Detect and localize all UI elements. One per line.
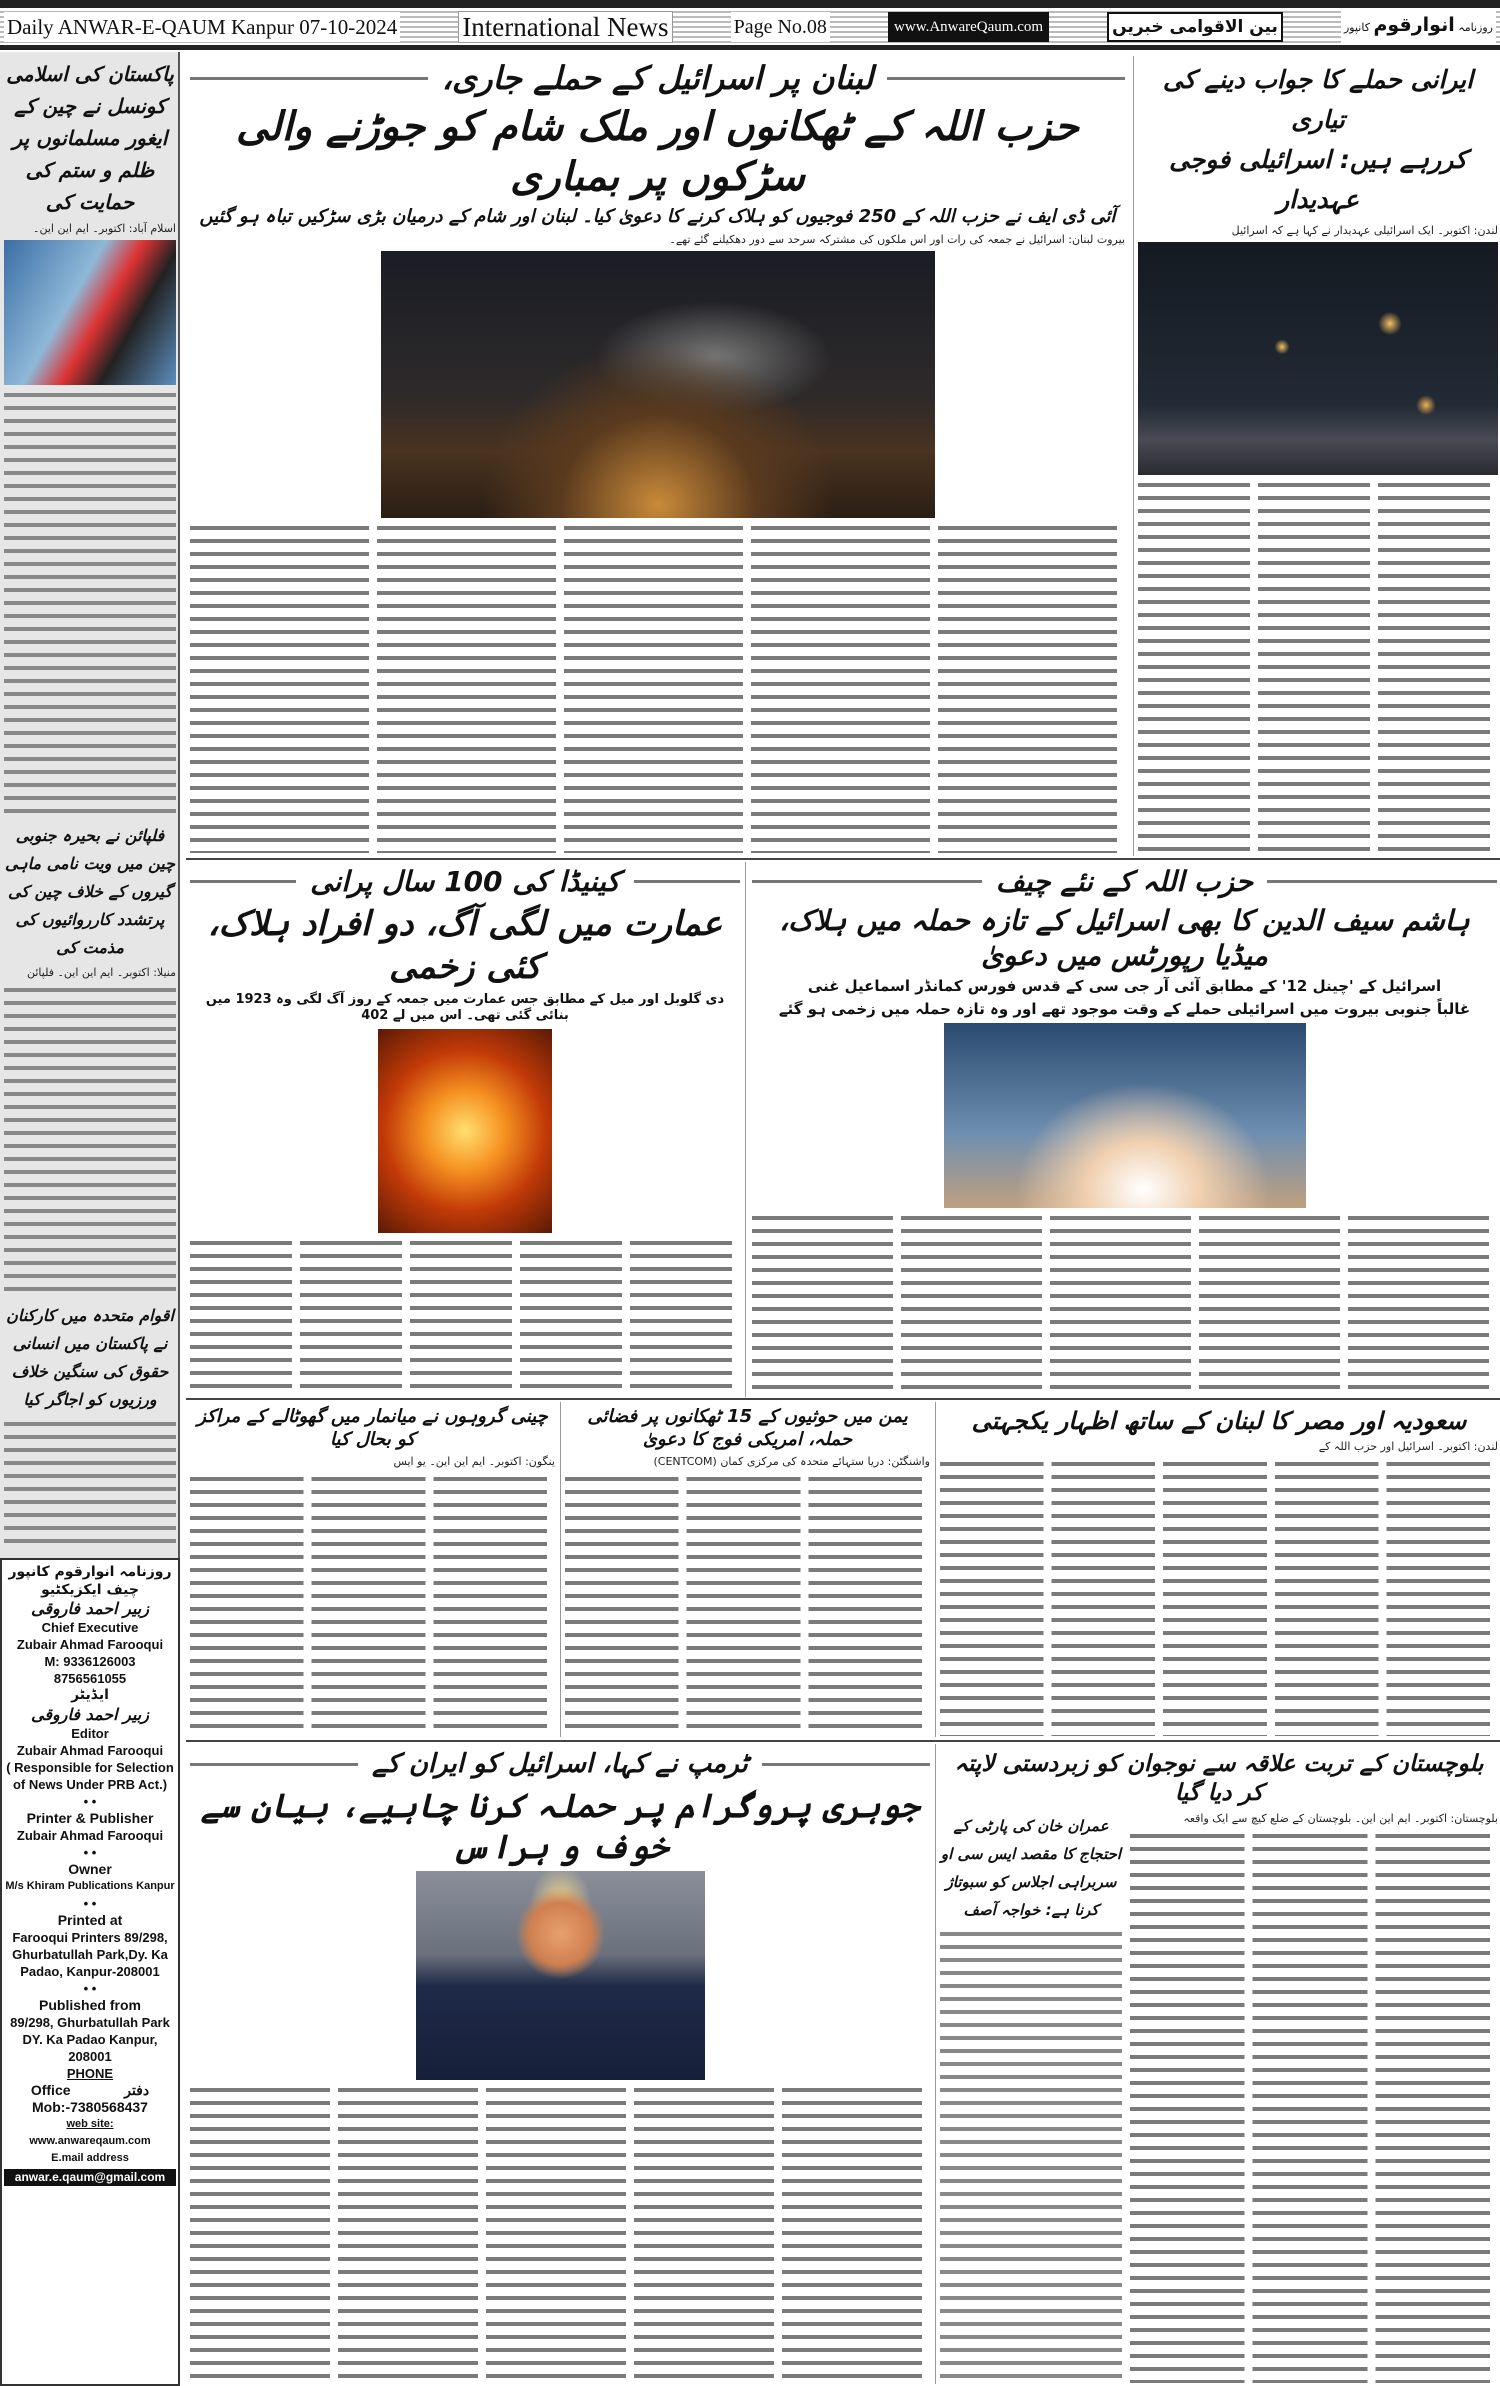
balochistan-headline: بلوچستان کے تربت علاقہ سے نوجوان کو زبردستی لاپتہ کر دیا گیا (954, 1751, 1484, 1806)
hezbollah-chief-subhead-1: اسرائیل کے 'چینل 12' کے مطابق آئی آر جی سی کے قدس فورس کمانڈر اسماعیل غنی (807, 977, 1442, 995)
imprint-email-title: E.mail address (51, 2151, 129, 2164)
imran-body (940, 1928, 1122, 2384)
china-myanmar-headline: چینی گروہوں نے میانمار میں گھوٹالے کے مراکز کو بحال کیا (197, 1406, 548, 1450)
iran-body (1138, 479, 1498, 855)
balochistan-story (940, 1750, 1498, 2383)
sidebar-uyghur-body (4, 389, 176, 813)
yemen-headline: یمن میں حوثیوں کے 15 ٹھکانوں پر فضائی حملہ، امریکی فوج کا دعویٰ (587, 1406, 908, 1450)
imran-headline: عمران خان کی پارٹی کے احتجاج کا مقصد ایس سی او سربراہی اجلاس کو سبوتاژ کرنا ہے: خواجہ آصف (940, 1816, 1122, 1919)
iran-headline-line2: کررہے ہیں: اسرائیلی فوجی عہدیدار (1169, 145, 1467, 214)
lebanon-kicker (190, 58, 1125, 98)
imprint-ce-name-urdu: زبیر احمد فاروقی (31, 1599, 149, 1618)
imprint-website[interactable]: www.anwareqaum.com (29, 2134, 151, 2147)
hezbollah-chief-body (752, 1212, 1497, 1393)
canada-subhead: دی گلوبل اور میل کے مطابق جس عمارت میں جمعہ کے روز آگ لگی وہ 1923 میں بنائی گئی تھی۔ اس میں لے 402 (205, 992, 725, 1024)
imprint-ce-name: Zubair Ahmad Farooqui (16, 1637, 164, 1652)
saudi-egypt-body (940, 1458, 1498, 1736)
missile-launch-photo (944, 1023, 1306, 1208)
imprint-editor-urdu: ایڈیٹر (71, 1687, 109, 1703)
iran-headline-line1: ایرانی حملے کا جواب دینے کی تیاری (1162, 65, 1474, 134)
separator-dots: • • (83, 1844, 97, 1860)
hezbollah-chief-kicker (752, 864, 1497, 899)
imprint-ce-urdu: چیف ایکزیکٹیو (41, 1581, 139, 1598)
lebanon-story (190, 58, 1125, 853)
imprint-editor-note: ( Responsible for Selection of News Under PRB Act.) (6, 1759, 174, 1792)
china-myanmar-story (190, 1406, 555, 1736)
sidebar-uyghur-story (4, 58, 176, 813)
imprint-editor-name: Zubair Ahmad Farooqui (16, 1742, 164, 1758)
imprint-printer-name: Zubair Ahmad Farooqui (16, 1827, 164, 1843)
hezbollah-chief-story (752, 864, 1497, 1392)
saudi-egypt-headline: سعودیہ اور مصر کا لبنان کے ساتھ اظہار یکجہتی (971, 1407, 1467, 1435)
sidebar-un-story (4, 1302, 176, 1550)
balochistan-body (1130, 1830, 1498, 2384)
imprint-box (0, 1558, 180, 2386)
section-divider (186, 1740, 1500, 1742)
imprint-ce-title: Chief Executive (41, 1620, 139, 1635)
masthead-city: کانپور (1343, 21, 1370, 34)
trump-kicker-text: ٹرمپ نے کہا، اسرائیل کو ایران کے (372, 1749, 748, 1779)
sidebar-un-headline: اقوام متحدہ میں کارکنان نے پاکستان میں انسانی حقوق کی سنگین خلاف ورزیوں کو اجاگر کیا (6, 1306, 174, 1409)
column-divider (745, 862, 746, 1397)
hezbollah-chief-subhead-2: غالباً جنوبی بیروت میں اسرائیلی حملے کے وقت موجود تھے اور وہ تازہ حملہ میں زخمی ہو گئے (778, 999, 1471, 1018)
imprint-owner-title: Owner (68, 1860, 112, 1877)
building-fire-photo (378, 1029, 552, 1233)
imprint-masthead: روزنامہ انوارقوم کانپور (8, 1564, 172, 1580)
imprint-printer-title: Printer & Publisher (26, 1809, 154, 1826)
imprint-editor-title: Editor (71, 1725, 109, 1741)
canada-kicker-text: کینیڈا کی 100 سال پرانی (310, 865, 620, 898)
imprint-phone-title: PHONE (66, 2065, 114, 2081)
masthead-name: انوارقوم (1373, 14, 1455, 36)
lebanon-body (190, 522, 1125, 854)
page-header (0, 0, 1500, 50)
imprint-published-address: 89/298, Ghurbatullah Park DY. Ka Padao Kanpur, 208001 (10, 2014, 170, 2064)
urdu-section-title: بین الاقوامی خبریں (1107, 12, 1283, 42)
column-divider (935, 1744, 936, 2384)
column-divider (1133, 56, 1134, 856)
imprint-office-row (4, 2082, 176, 2099)
separator-dots: • • (83, 1895, 97, 1911)
canada-body (190, 1237, 740, 1393)
hezbollah-chief-headline: ہاشم سیف الدین کا بھی اسرائیل کے تازہ حملہ میں ہلاک، میڈیا رپورٹس میں دعویٰ (779, 904, 1470, 972)
section-divider (186, 858, 1500, 860)
iran-story (1138, 60, 1498, 855)
lebanon-kicker-text: لبنان پر اسرائیل کے حملے جاری، (441, 59, 874, 97)
trump-story (190, 1748, 930, 2383)
canada-story (190, 864, 740, 1392)
column-divider (560, 1402, 561, 1737)
saudi-egypt-story (940, 1406, 1498, 1736)
sidebar-un-body (4, 1418, 176, 1550)
lebanon-subhead: آئی ڈی ایف نے حزب اللہ کے 250 فوجیوں کو ہلاک کرنے کا دعویٰ کیا۔ لبنان اور شام کے درمیان بڑی سڑکیں تباہ ہو گئیں (199, 206, 1116, 227)
separator-dots: • • (83, 1980, 97, 1996)
trump-headline: جوہری پروگرام پر حملہ کرنا چاہیے، بیان سے خوف و ہراس (200, 1785, 920, 1866)
imprint-printed-address: Farooqui Printers 89/298, Ghurbatullah Park,Dy. Ka Padao, Kanpur-208001 (12, 1929, 168, 1979)
beirut-night-photo (381, 251, 935, 518)
imprint-office-urdu: دفتر (124, 2081, 150, 2098)
imprint-office-mobile: Mob:-7380568437 (32, 2098, 148, 2115)
masthead-logo (1341, 10, 1496, 43)
iran-lead: لندن: اکتوبر۔ ایک اسرائیلی عہدیدار نے کہا ہے کہ اسرائیل (1231, 224, 1498, 237)
canada-kicker (190, 864, 740, 899)
section-divider (186, 1398, 1500, 1400)
trump-photo (416, 1871, 705, 2080)
lebanon-headline: حزب اللہ کے ٹھکانوں اور ملک شام کو جوڑنے والی سڑکوں پر بمباری (236, 104, 1079, 200)
yemen-lead: واشنگٹن: دریا ستہائے متحدہ کی مرکزی کمان (CENTCOM) (653, 1455, 930, 1468)
imprint-owner-name: M/s Khiram Publications Kanpur (5, 1879, 175, 1892)
sidebar-philippines-body (4, 984, 176, 1292)
sidebar-philippines-headline: فلپائن نے بحیرہ جنوبی چین میں ویت نامی ماہی گیروں کے خلاف چین کی پرتشدد کارروائیوں کی مذمت کی (4, 826, 176, 957)
china-myanmar-lead: ینگون: اکتوبر۔ ایم این این۔ یو ایس (393, 1455, 555, 1468)
imprint-mobile: M: 9336126003 (44, 1654, 136, 1669)
imprint-printed-title: Printed at (57, 1911, 123, 1928)
hezbollah-chief-kicker-text: حزب اللہ کے نئے چیف (995, 865, 1254, 898)
lebanon-lead: بیروت لبنان: اسرائیل نے جمعہ کی رات اور اس ملکوں کی مشترکہ سرحد سے دور دھکیلنے گئے تھے۔ (669, 232, 1125, 246)
balochistan-columns (940, 1812, 1498, 2384)
sidebar-uyghur-headline: پاکستان کی اسلامی کونسل نے چین کے ایغور مسلمانوں پر ظلم و ستم کی حمایت کی (6, 62, 174, 214)
canada-headline: عمارت میں لگی آگ، دو افراد ہلاک، کئی زخمی (207, 904, 723, 987)
balochistan-main-column (1130, 1812, 1498, 2384)
sidebar-philippines-story (4, 822, 176, 1292)
trump-kicker (190, 1748, 930, 1781)
imprint-editor-name-urdu: زبیر احمد فاروقی (31, 1704, 149, 1724)
website-link[interactable]: www.AnwareQaum.com (888, 12, 1049, 42)
saudi-egypt-lead: لندن: اکتوبر۔ اسرائیل اور حزب اللہ کے (1318, 1440, 1498, 1453)
china-myanmar-body (190, 1473, 555, 1736)
uyghur-protest-photo (4, 240, 176, 385)
imprint-mobile2: 8756561055 (53, 1671, 127, 1686)
separator-dots: • • (83, 1793, 97, 1809)
iran-headline (1138, 60, 1498, 220)
edition-date: Daily ANWAR-E-QAUM Kanpur 07-10-2024 (4, 12, 400, 42)
trump-body (190, 2084, 930, 2383)
section-title: International News (458, 11, 672, 43)
imprint-web-title: web site: (66, 2117, 114, 2130)
sidebar-philippines-lead: منیلا: اکتوبر۔ ایم این این۔ فلپائن (26, 966, 176, 979)
imprint-published-title: Published from (39, 1996, 141, 2013)
page-number: Page No.08 (731, 12, 830, 42)
sidebar-uyghur-lead: اسلام آباد: اکتوبر۔ ایم این این۔ (33, 222, 176, 235)
masthead-prefix: روزنامہ (1458, 21, 1493, 34)
imprint-email[interactable]: anwar.e.qaum@gmail.com (4, 2169, 176, 2186)
yemen-body (565, 1473, 930, 1736)
column-divider (935, 1402, 936, 1737)
imprint-office: Office (30, 2081, 71, 2098)
yemen-story (565, 1406, 930, 1736)
missile-interception-photo (1138, 242, 1498, 475)
balochistan-lead: بلوچستان: اکتوبر۔ ایم این این۔ بلوچستان کے ضلع کیچ سے ایک واقعہ (1183, 1811, 1498, 1825)
imran-story (940, 1812, 1122, 2384)
